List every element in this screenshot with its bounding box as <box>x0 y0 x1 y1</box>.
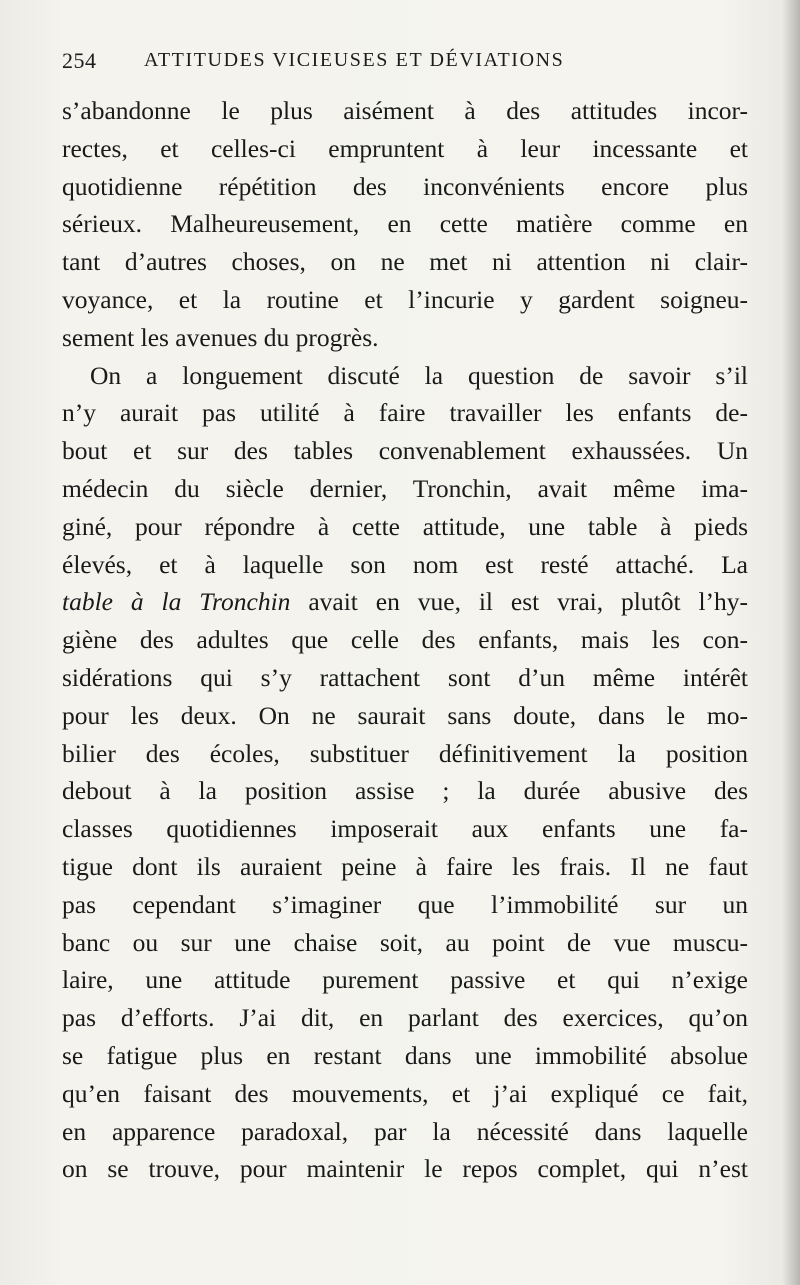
text-line: debout à la position assise ; la durée abusive des <box>62 776 748 806</box>
text-line: classes quotidiennes imposerait aux enfants une fa- <box>62 814 748 844</box>
text-line: On a longuement discuté la question de savoir s’il <box>90 360 748 390</box>
text-line: bout et sur des tables convenablement exhaussées. Un <box>62 436 748 466</box>
text-line-rest: avait en vue, il est vrai, plutôt l’hy- <box>308 587 749 617</box>
text-line: pas cependant s’imaginer que l’immobilité sur un <box>62 889 748 919</box>
text-line: bilier des écoles, substituer définitivement la position <box>62 738 748 768</box>
page-edge-shadow <box>782 0 800 1285</box>
text-line: voyance, et la routine et l’incurie y gardent soigneu- <box>62 284 748 314</box>
page-header <box>62 48 742 78</box>
page-number: 254 <box>62 48 97 73</box>
text-line: pour les deux. On ne saurait sans doute, dans le mo- <box>62 700 748 730</box>
text-line: s’abandonne le plus aisément à des attitudes incor- <box>62 96 748 125</box>
text-line: quotidienne répétition des inconvénients encore plus <box>62 171 748 201</box>
body-text <box>62 92 748 1188</box>
text-line: pas d’efforts. J’ai dit, en parlant des exercices, qu’on <box>62 1003 748 1033</box>
text-line: laire, une attitude purement passive et qui n’exige <box>62 965 748 995</box>
italic-phrase: table à la Tronchin <box>62 587 291 617</box>
text-line: se fatigue plus en restant dans une immobilité absolue <box>62 1040 748 1070</box>
text-line: rectes, et celles-ci empruntent à leur incessante et <box>62 133 748 163</box>
text-line: tigue dont ils auraient peine à faire les frais. Il ne faut <box>62 851 748 881</box>
text-line: sement les avenues du progrès. <box>62 322 379 352</box>
text-line: sérieux. Malheureusement, en cette matière comme en <box>62 209 748 239</box>
text-line: élevés, et à laquelle son nom est resté attaché. La <box>62 549 748 579</box>
text-line: banc ou sur une chaise soit, au point de vue muscu- <box>62 927 748 957</box>
text-line: on se trouve, pour maintenir le repos complet, qui n’est <box>62 1154 748 1184</box>
text-line: giné, pour répondre à cette attitude, une table à pieds <box>62 511 748 541</box>
text-line: n’y aurait pas utilité à faire travailler les enfants de- <box>62 398 748 428</box>
running-head: ATTITUDES VICIEUSES ET DÉVIATIONS <box>144 49 565 71</box>
text-line: médecin du siècle dernier, Tronchin, avait même ima- <box>62 473 748 503</box>
text-line: tant d’autres choses, on ne met ni attention ni clair- <box>62 247 748 277</box>
text-line: sidérations qui s’y rattachent sont d’un même intérêt <box>62 662 748 692</box>
text-line: qu’en faisant des mouvements, et j’ai expliqué ce fait, <box>62 1078 748 1108</box>
text-line-with-italic <box>62 583 748 621</box>
text-line: giène des adultes que celle des enfants, mais les con- <box>62 625 748 655</box>
text-line: en apparence paradoxal, par la nécessité dans laquelle <box>62 1116 748 1146</box>
